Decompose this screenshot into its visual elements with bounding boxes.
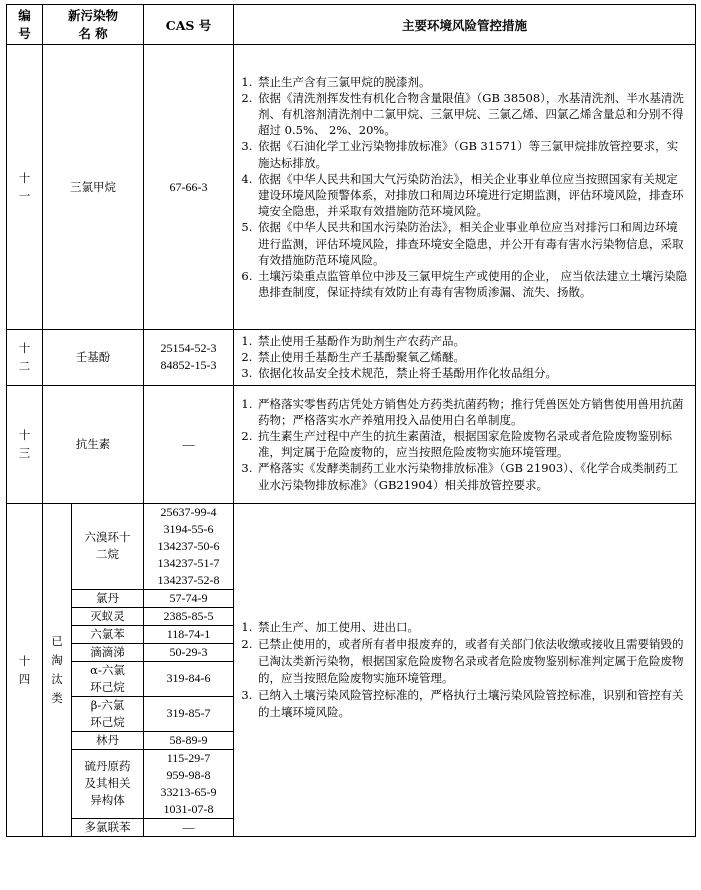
cas-number: — bbox=[144, 818, 234, 836]
measure-item: 4. 依据《中华人民共和国大气污染防治法》，相关企业事业单位应当按照国家有关规定建设环境风险预警体系，对排放口和周边环境进行定期监测，评估环境风险，排查环境安全隐患，并采取有效措施防范环境风险。 bbox=[256, 171, 689, 220]
header-name bbox=[43, 5, 144, 45]
pollutant-name: α-六氯 环己烷 bbox=[72, 661, 144, 696]
measure-item: 1. 严格落实零售药店凭处方销售处方药类抗菌药物；推行凭兽医处方销售使用兽用抗菌药物；严格落实水产养殖用投入品使用白名单制度。 bbox=[256, 396, 689, 428]
measure-item: 2. 禁止使用壬基酚生产壬基酚聚氧乙烯醚。 bbox=[256, 349, 689, 365]
measures-list bbox=[234, 71, 695, 304]
cas-number: 57-74-9 bbox=[144, 589, 234, 607]
measure-item: 1. 禁止生产含有三氯甲烷的脱漆剂。 bbox=[256, 74, 689, 90]
category-name: 已 淘 汰 类 bbox=[43, 503, 72, 836]
pollutant-name: 多氯联苯 bbox=[72, 818, 144, 836]
header-row bbox=[7, 5, 696, 45]
cas-number: 319-85-7 bbox=[144, 696, 234, 731]
header-no-text: 编 号 bbox=[18, 7, 31, 41]
cas-number: 115-29-7 959-98-8 33213-65-9 1031-07-8 bbox=[144, 749, 234, 818]
table-row bbox=[7, 330, 696, 386]
pollutant-name: 抗生素 bbox=[43, 385, 144, 503]
cas-number: 25154-52-3 84852-15-3 bbox=[144, 330, 234, 386]
pollutant-name: 六溴环十 二烷 bbox=[72, 503, 144, 589]
measure-item: 2. 依据《清洗剂挥发性有机化合物含量限值》（GB 38508），水基清洗剂、半水基清洗剂、有机溶剂清洗剂中二氯甲烷、三氯甲烷、三氯乙烯、四氯乙烯含量总和分别不得超过 0.5%、 2%、20%。 bbox=[256, 90, 689, 139]
measure-item: 1. 禁止生产、加工使用、进出口。 bbox=[256, 619, 689, 636]
table-row bbox=[7, 385, 696, 503]
pollutant-name: β-六氯 环己烷 bbox=[72, 696, 144, 731]
measures-list bbox=[234, 616, 695, 724]
table-row bbox=[7, 45, 696, 330]
risk-control-table bbox=[6, 4, 696, 837]
cas-number: 25637-99-4 3194-55-6 134237-50-6 134237-51-7 134237-52-8 bbox=[144, 503, 234, 589]
pollutant-name: 六氯苯 bbox=[72, 625, 144, 643]
pollutant-name: 硫丹原药 及其相关 异构体 bbox=[72, 749, 144, 818]
header-cas: CAS 号 bbox=[144, 5, 234, 45]
cas-number: 50-29-3 bbox=[144, 643, 234, 661]
cas-number: 2385-85-5 bbox=[144, 607, 234, 625]
pollutant-name: 滴滴涕 bbox=[72, 643, 144, 661]
row-number: 十 二 bbox=[7, 330, 43, 386]
row-number: 十 三 bbox=[7, 385, 43, 503]
row-number: 十 四 bbox=[7, 503, 43, 836]
measure-item: 2. 抗生素生产过程中产生的抗生素菌渣，根据国家危险废物名录或者危险废物鉴别标准，判定属于危险废物的，应当按照危险废物实施环境管理。 bbox=[256, 428, 689, 460]
pollutant-name: 林丹 bbox=[72, 731, 144, 749]
pollutant-name: 氯丹 bbox=[72, 589, 144, 607]
pollutant-name: 三氯甲烷 bbox=[43, 45, 144, 330]
cas-number: 58-89-9 bbox=[144, 731, 234, 749]
row-number: 十 一 bbox=[7, 45, 43, 330]
header-no bbox=[7, 5, 43, 45]
measure-item: 1. 禁止使用壬基酚作为助剂生产农药产品。 bbox=[256, 333, 689, 349]
cas-number: — bbox=[144, 385, 234, 503]
measures-list bbox=[234, 330, 695, 385]
measure-item: 2. 已禁止使用的，或者所有者申报废弃的，或者有关部门依法收缴或接收且需要销毁的已淘汰类新污染物，根据国家危险废物名录或者危险废物鉴别标准判定属于危险废物的，应当按照危险废物实施环境管理。 bbox=[256, 636, 689, 687]
measure-item: 6. 土壤污染重点监管单位中涉及三氯甲烷生产或使用的企业， 应当依法建立土壤污染隐患排查制度，保证持续有效防止有毒有害物质渗漏、流失、扬散。 bbox=[256, 268, 689, 300]
measure-item: 3. 已纳入土壤污染风险管控标准的，严格执行土壤污染风险管控标准，识别和管控有关的土壤环境风险。 bbox=[256, 687, 689, 721]
risk-measures bbox=[234, 330, 696, 386]
risk-measures bbox=[234, 385, 696, 503]
cas-number: 67-66-3 bbox=[144, 45, 234, 330]
pollutant-name: 壬基酚 bbox=[43, 330, 144, 386]
measure-item: 3. 依据化妆品安全技术规范，禁止将壬基酚用作化妆品组分。 bbox=[256, 365, 689, 381]
cas-number: 319-84-6 bbox=[144, 661, 234, 696]
risk-measures bbox=[234, 503, 696, 836]
cas-number: 118-74-1 bbox=[144, 625, 234, 643]
measure-item: 3. 严格落实《发酵类制药工业水污染物排放标准》（GB 21903）、《化学合成类制药工业水污染物排放标准》（GB21904）相关排放管控要求。 bbox=[256, 460, 689, 492]
risk-measures bbox=[234, 45, 696, 330]
header-measures: 主要环境风险管控措施 bbox=[234, 5, 696, 45]
table-row bbox=[7, 503, 696, 589]
measures-list bbox=[234, 393, 695, 496]
measure-item: 5. 依据《中华人民共和国水污染防治法》，相关企业事业单位应当对排污口和周边环境进行监测，评估环境风险，排查环境安全隐患，并公开有毒有害水污染物信息，采取有效措施防范环境风险。 bbox=[256, 219, 689, 268]
measure-item: 3. 依据《石油化学工业污染物排放标准》（GB 31571）等三氯甲烷排放管控要求，实施达标排放。 bbox=[256, 138, 689, 170]
pollutant-name: 灭蚁灵 bbox=[72, 607, 144, 625]
header-name-text: 新污染物 名 称 bbox=[68, 7, 119, 41]
